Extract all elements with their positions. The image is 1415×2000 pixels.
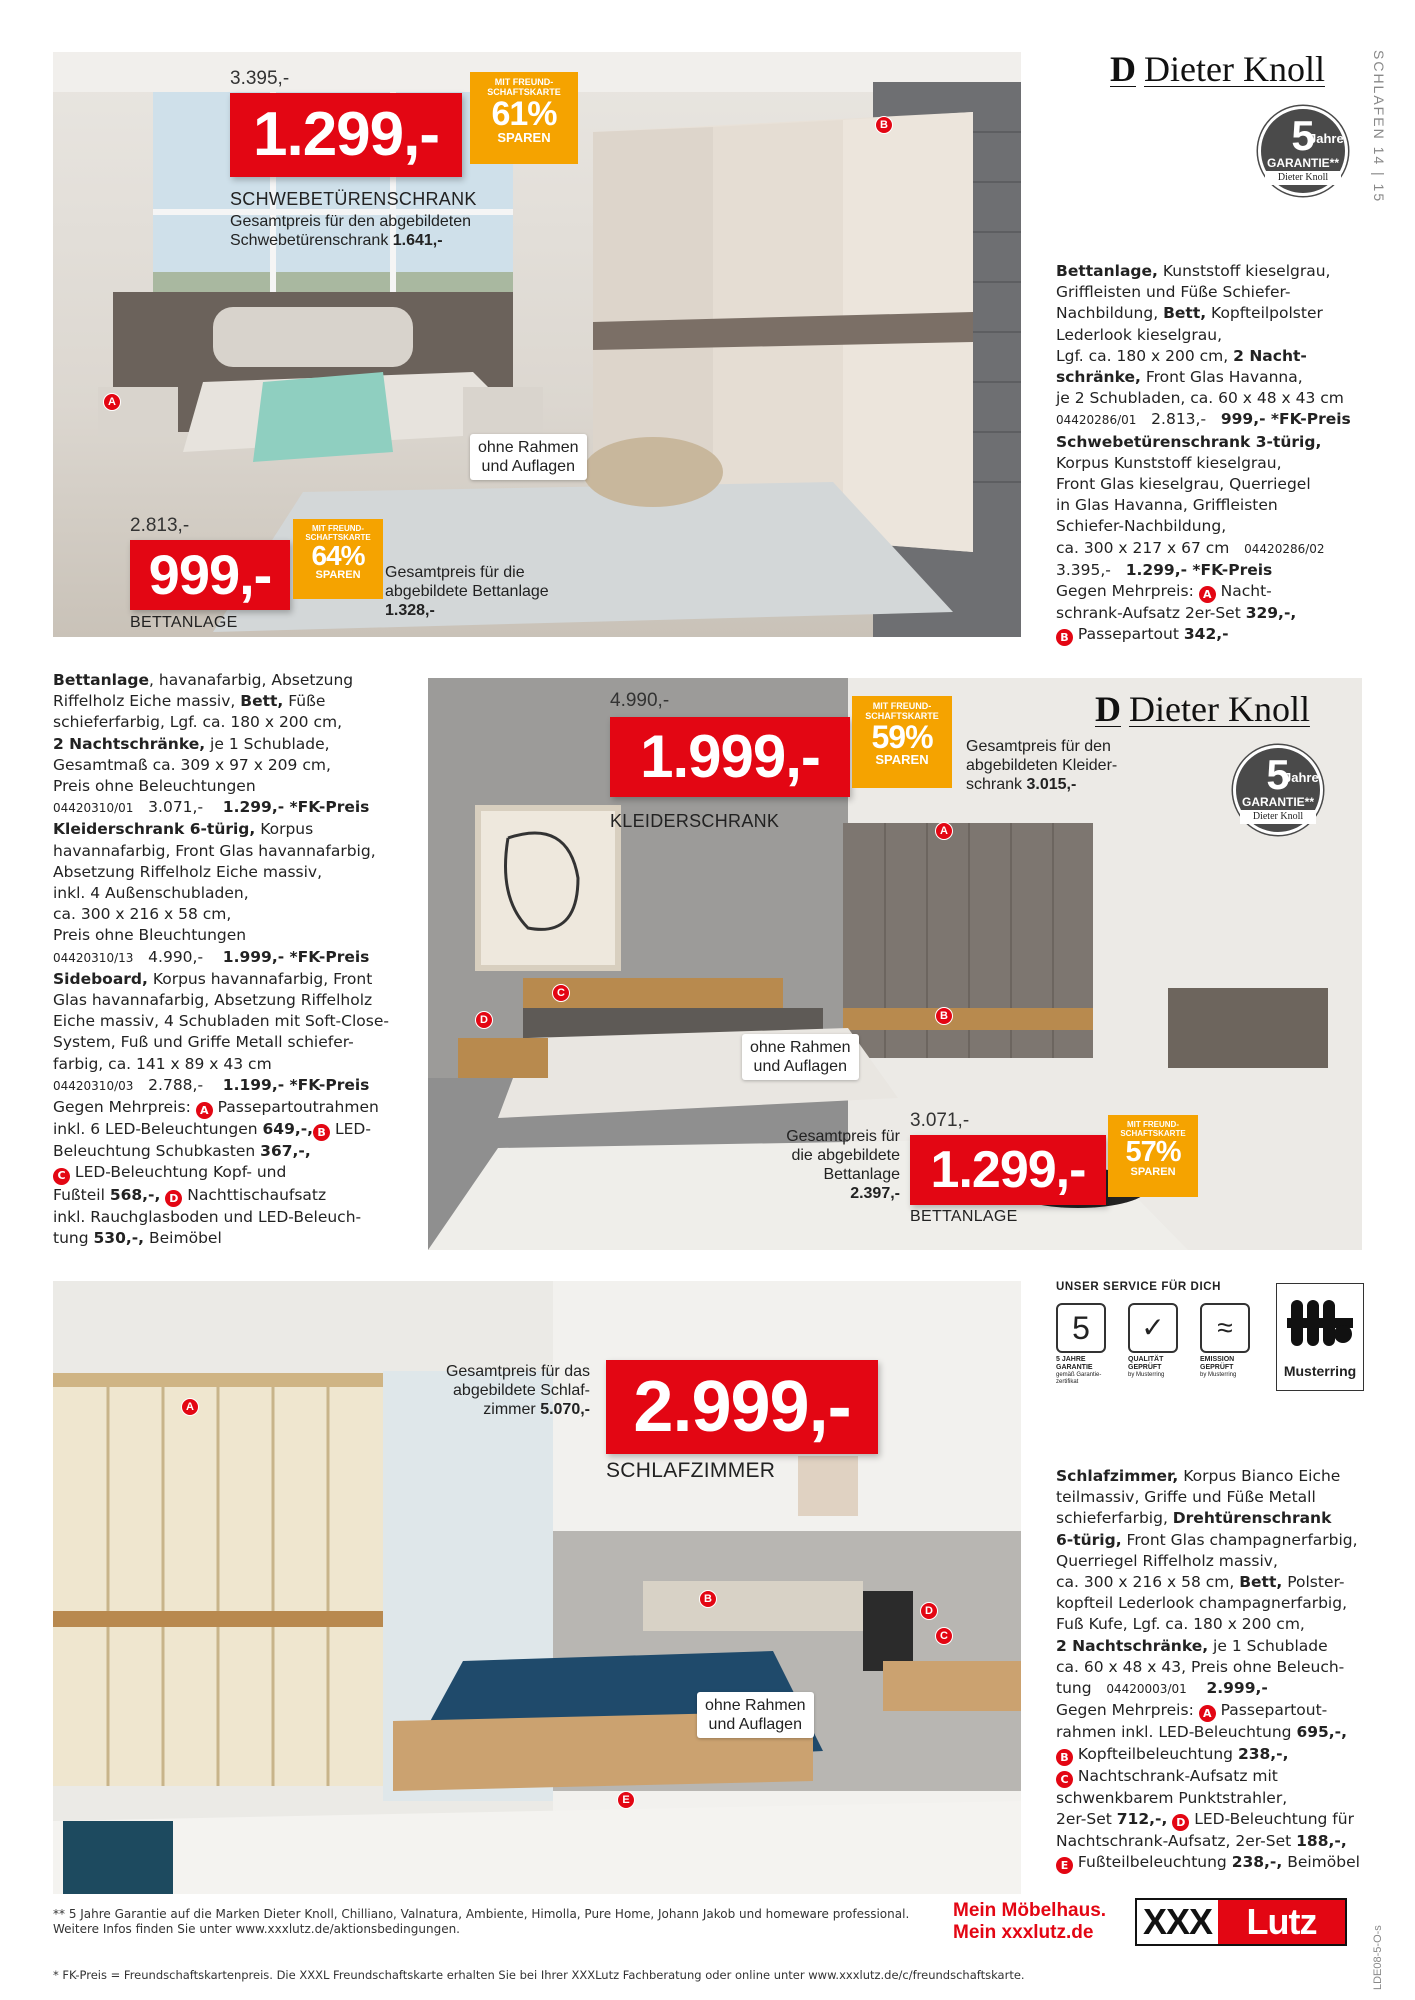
service-item-guarantee: 5 5 JAHRE GARANTIE gemäß Garantie- zertifikat	[1056, 1303, 1116, 1386]
marker-c: C	[935, 1627, 953, 1645]
guarantee-seal: 5 Jahre GARANTIE** Dieter Knoll	[1258, 106, 1348, 196]
closet-old-price: 4.990,-	[610, 690, 670, 711]
bedroom-price: 2.999,-	[606, 1360, 878, 1454]
xxxlutz-logo: XXX Lutz	[1135, 1898, 1347, 1946]
musterring-icon	[1285, 1292, 1355, 1354]
frame-note-callout: ohne Rahmen und Auflagen	[470, 434, 587, 480]
guarantee-icon: 5	[1056, 1303, 1106, 1353]
product-description-1: Bettanlage, Kunststoff kieselgrau, Griffleisten und Füße Schiefer- Nachbildung, Bett, Kopfteilpolster Lederlook kieselgrau, Lgf. ca. 180 x 200 cm, 2 Nacht- schränke, Front Glas Havanna, je 2 Schubladen, ca. 60 x 48 x 43 cm 04420286/01 2.813,- 999,- *FK-Preis Schwebetürenschrank 3-türig, Korpus Kunststoff kieselgrau, Front Glas kieselgrau, Querriegel in Glas Havanna, Griffleisten Schiefer-Nachbildung, ca. 300 x 217 x 67 cm 04420286/02 3.395,- 1.299,- *FK-Preis Gegen Mehrpreis: A Nacht- schrank-Aufsatz 2er-Set 329,-, B Passepartout 342,-	[1056, 261, 1376, 646]
bedroom-label: SCHLAFZIMMER	[606, 1459, 776, 1482]
fk-price-footnote: * FK-Preis = Freundschaftskartenpreis. Die XXXL Freundschaftskarte erhalten Sie bei Ihrer XXXLutz Fachberatung oder online unter www.xxxlutz.de/c/freundschaftskarte.	[53, 1968, 1025, 1982]
bedframe-savings-badge: MIT FREUND- SCHAFTSKARTE 57% SPAREN	[1108, 1115, 1198, 1197]
marker-d: D	[920, 1602, 938, 1620]
frame-note-callout-3: ohne Rahmen und Auflagen	[697, 1692, 814, 1738]
marker-b: B	[699, 1590, 717, 1608]
musterring-logo: Musterring	[1276, 1283, 1364, 1391]
brand-logo-2: D Dieter Knoll	[1095, 689, 1310, 729]
bedframe-price: 1.299,-	[910, 1135, 1106, 1205]
bed-label: BETTANLAGE	[130, 614, 238, 631]
guarantee-footnote: ** 5 Jahre Garantie auf die Marken Dieter Knoll, Chilliano, Valnatura, Ambiente, Himolla, Pure Home, Johann Jakob und homeware professional. Weitere Infos finden Sie unter www.xxxlutz.de/aktionsbedingungen.	[53, 1907, 910, 1936]
marker-a: A	[935, 822, 953, 840]
wardrobe-savings-badge: MIT FREUND- SCHAFTSKARTE 61% SPAREN	[470, 72, 578, 164]
print-code: LDE08-5-O-s	[1372, 1925, 1384, 1990]
bed-old-price: 2.813,-	[130, 515, 190, 536]
marker-b: B	[935, 1007, 953, 1025]
closet-price: 1.999,-	[610, 717, 850, 797]
bed-price: 999,-	[130, 540, 290, 610]
service-title: UNSER SERVICE FÜR DICH	[1056, 1281, 1222, 1293]
wardrobe-total-price: Gesamtpreis für den abgebildeten Schwebetürenschrank 1.641,-	[230, 213, 472, 249]
page-section-label: SCHLAFEN 14 | 15	[1371, 50, 1387, 204]
marker-a: A	[103, 393, 121, 411]
brand-logo: D Dieter Knoll	[1110, 49, 1325, 89]
bedframe-old-price: 3.071,-	[910, 1110, 970, 1131]
bed-savings-badge: MIT FREUND- SCHAFTSKARTE 64% SPAREN	[293, 519, 383, 599]
marker-d: D	[475, 1011, 493, 1029]
wardrobe-label: SCHWEBETÜRENSCHRANK	[230, 189, 477, 209]
slogan: Mein Möbelhaus. Mein xxxlutz.de	[953, 1900, 1107, 1943]
marker-b: B	[875, 116, 893, 134]
wardrobe-old-price: 3.395,-	[230, 68, 290, 89]
service-item-emission: ≈ EMISSION GEPRÜFT by Musterring	[1200, 1303, 1260, 1379]
service-item-quality: ✓ QUALITÄT GEPRÜFT by Musterring	[1128, 1303, 1188, 1379]
emission-icon: ≈	[1200, 1303, 1250, 1353]
guarantee-seal-2: 5 Jahre GARANTIE** Dieter Knoll	[1233, 745, 1323, 835]
marker-c: C	[552, 984, 570, 1002]
bedframe-label: BETTANLAGE	[910, 1208, 1018, 1225]
service-panel	[1056, 1281, 1366, 1391]
marker-a: A	[181, 1398, 199, 1416]
quality-icon: ✓	[1128, 1303, 1178, 1353]
product-description-2: Bettanlage, havanafarbig, Absetzung Riffelholz Eiche massiv, Bett, Füße schieferfarbig, Lgf. ca. 180 x 200 cm, 2 Nachtschränke, je 1 Schublade, Gesamtmaß ca. 309 x 97 x 209 cm, Preis ohne Beleuchtungen 04420310/01 3.071,- 1.299,- *FK-Preis Kleiderschrank 6-türig, Korpus havannafarbig, Front Glas havannafarbig, Absetzung Riffelholz Eiche massiv, inkl. 4 Außenschubladen, ca. 300 x 216 x 58 cm, Preis ohne Bleuchtungen 04420310/13 4.990,- 1.999,- *FK-Preis Sideboard, Korpus havannafarbig, Front Glas havannafarbig, Absetzung Riffelholz Eiche massiv, 4 Schubladen mit Soft-Close- System, Fuß und Griffe Metall schiefer- farbig, ca. 141 x 89 x 43 cm 04420310/03 2.788,- 1.199,- *FK-Preis Gegen Mehrpreis: A Passepartoutrahmen inkl. 6 LED-Beleuchtungen 649,-, B LED- Beleuchtung Schubkasten 367,-, C LED-Beleuchtung Kopf- und Fußteil 568,-, D Nachttischaufsatz inkl. Rauchglasboden und LED-Beleuch- tung 530,-, Beimöbel	[53, 671, 389, 1247]
product-description-3: Schlafzimmer, Korpus Bianco Eiche teilmassiv, Griffe und Füße Metall schieferfarbig, Drehtürenschrank 6-türig, Front Glas champagnerfarbig, Querriegel Riffelholz massiv, ca. 300 x 216 x 58 cm, Bett, Polster- kopfteil Lederlook champagnerfarbig, Fuß Kufe, Lgf. ca. 180 x 200 cm, 2 Nachtschränke, je 1 Schublade ca. 60 x 48 x 43, Preis ohne Beleuch- tung 04420003/01 2.999,- Gegen Mehrpreis: A Passepartout- rahmen inkl. LED-Beleuchtung 695,-, B Kopfteilbeleuchtung 238,-, C Nachtschrank-Aufsatz mit schwenkbarem Punktstrahler, 2er-Set 712,-, D LED-Beleuchtung für Nachtschrank-Aufsatz, 2er-Set 188,-, E Fußteilbeleuchtung 238,-, Beimöbel	[1056, 1466, 1376, 1874]
wardrobe-price: 1.299,-	[230, 93, 462, 177]
marker-e: E	[617, 1791, 635, 1809]
bedroom-total-price: Gesamtpreis für das abgebildete Schlaf- zimmer 5.070,-	[445, 1363, 590, 1418]
closet-label: KLEIDERSCHRANK	[610, 811, 780, 831]
closet-total-price: Gesamtpreis für den abgebildeten Kleider- schrank 3.015,-	[966, 738, 1118, 793]
bedframe-total-price: Gesamtpreis für die abgebildete Bettanlage 2.397,-	[786, 1128, 900, 1202]
frame-note-callout-2: ohne Rahmen und Auflagen	[742, 1034, 859, 1080]
closet-savings-badge: MIT FREUND- SCHAFTSKARTE 59% SPAREN	[852, 696, 952, 788]
bed-total-price: Gesamtpreis für die abgebildete Bettanlage 1.328,-	[385, 564, 549, 619]
